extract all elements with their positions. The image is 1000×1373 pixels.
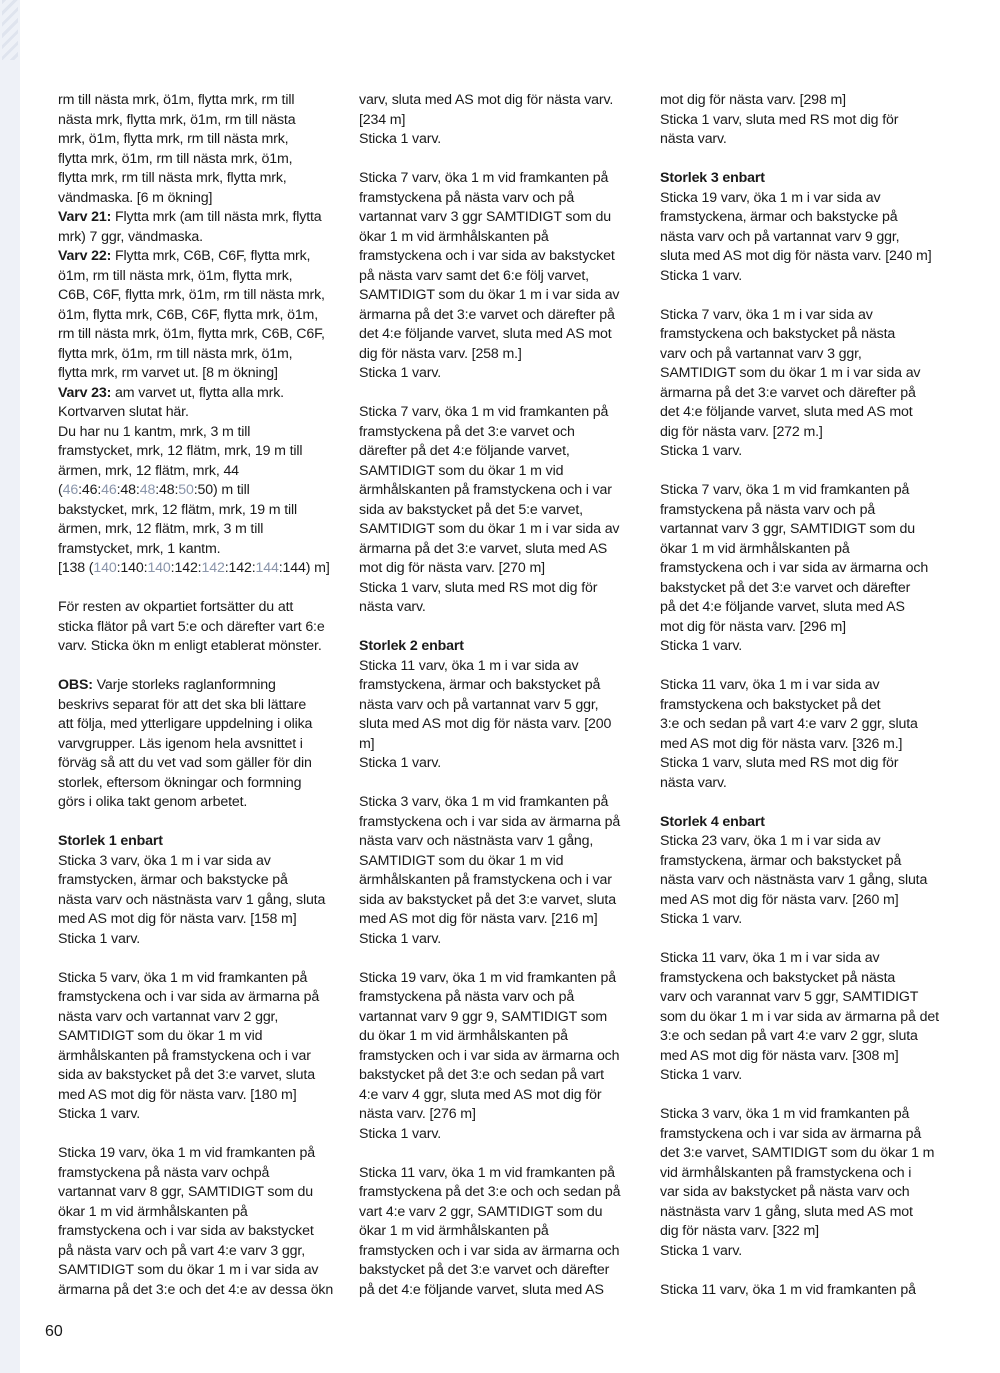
text-line: Sticka 7 varv, öka 1 m vid framkanten på (359, 404, 609, 420)
text-line: Sticka 1 varv. (58, 1106, 140, 1122)
paragraph (660, 91, 948, 150)
text-line: nästa varv. (359, 599, 426, 615)
text-line: på nästa varv och på vart 4:e varv 3 ggr, (58, 1242, 306, 1259)
decorative-knit-stripe (0, 0, 20, 1373)
row-21-line (58, 208, 346, 228)
text-line: på det 4:e följande varvet, sluta med AS (359, 1281, 604, 1298)
paragraph (660, 1105, 948, 1261)
text-line: det 4:e följande varvet, sluta med AS mot (660, 404, 913, 420)
text-line: framstyckena på nästa varv ochpå (58, 1164, 270, 1181)
text-line: rm till nästa mrk, ö1m, flytta mrk, C6B, C6F, (58, 326, 325, 342)
text-line: som du ökar 1 m i var sida av ärmarna på det (660, 1008, 939, 1025)
text-line: Sticka 11 varv, öka 1 m vid framkanten på (660, 1281, 916, 1298)
text-line: framstyckena, ärmar och bakstycke på (660, 209, 898, 225)
row-22-line (58, 247, 346, 267)
text-line: Sticka 1 varv. (359, 365, 441, 381)
text-run: :46: (78, 482, 102, 498)
text-line: SAMTIDIGT som du ökar 1 m i var sida av (58, 1262, 319, 1278)
text-line: ärmarna på det 3:e och det 4:e av dessa ökn (58, 1281, 334, 1298)
text-line: flytta mrk, ö1m, rm till nästa mrk, ö1m, (58, 150, 293, 167)
page-number: 60 (45, 1323, 63, 1340)
text-line: framstyckena på nästa varv och på (359, 189, 575, 206)
text-line: förväg så att du vet vad som gäller för din (58, 755, 312, 771)
paragraph (660, 1281, 948, 1301)
text-run: :50) m till (193, 482, 250, 498)
row-23-line (58, 384, 346, 404)
text-line: mot dig för nästa varv. [296 m] (660, 618, 846, 635)
text-run: :142: (170, 560, 202, 576)
text-line: framstyckena och i var sida av bakstycket (359, 248, 615, 264)
text-line: Sticka 1 varv. (359, 131, 441, 147)
text-line: framstycken, ärmar och bakstycke på (58, 872, 288, 888)
text-line: ökar 1 m vid ärmhålskanten på (359, 1223, 549, 1239)
text-line: ökar 1 m vid ärmhålskanten på (660, 540, 850, 557)
text-run: :142: (224, 560, 256, 576)
text-line: framstyckena, ärmar och bakstycket på (359, 677, 601, 693)
text-line: nästa varv. [276 m] (359, 1106, 476, 1122)
text-line: det 4:e följande varvet, sluta med AS mot (359, 326, 612, 342)
text-line: framstycket, mrk, 12 flätm, mrk, 19 m till (58, 443, 303, 459)
text-line: Sticka 1 varv, sluta med RS mot dig för (660, 755, 899, 771)
text-line: framstycken och i var sida av ärmarna och (359, 1047, 620, 1064)
text-line: Sticka 7 varv, öka 1 m vid framkanten på (660, 482, 910, 498)
text-line: på nästa varv samt det 6:e följ varvet, (359, 267, 589, 284)
note-line (58, 676, 346, 696)
text-line: med AS mot dig för nästa varv. [260 m] (660, 891, 899, 908)
text-line: Du har nu 1 kantm, mrk, 3 m till (58, 423, 251, 440)
text-line: framstyckena och i var sida av bakstycket (58, 1223, 314, 1239)
text-line: Sticka 11 varv, öka 1 m i var sida av (660, 950, 880, 966)
text-line: Sticka 1 varv. (58, 930, 140, 947)
text-line: nästa varv och nästnästa varv 1 gång, sluta (660, 872, 928, 888)
text-line: ärmhålskanten på framstyckena och i var (359, 872, 612, 888)
text-line: SAMTIDIGT som du ökar 1 m vid (359, 852, 564, 869)
paragraph (58, 1144, 346, 1300)
text-line: ökar 1 m vid ärmhålskanten på (359, 228, 549, 245)
row-22-label: Varv 22: (58, 248, 112, 264)
text-line: framstyckena på nästa varv och på (359, 989, 575, 1005)
text-line: SAMTIDIGT som du ökar 1 m i var sida av (359, 521, 620, 537)
text-line: Sticka 19 varv, öka 1 m i var sida av (660, 189, 881, 206)
size-value-alt: 48 (139, 482, 156, 498)
note-paragraph (58, 676, 346, 813)
text-line: Sticka 1 varv. (359, 755, 441, 771)
paragraph (660, 169, 948, 286)
paragraph (359, 1164, 644, 1301)
text-line: med AS mot dig för nästa varv. [216 m] (359, 911, 598, 927)
text-line: framstyckena och bakstycket på det (660, 696, 881, 713)
text-run: :48: (155, 482, 179, 498)
text-line: sida av bakstycket på det 3:e varvet, sluta (58, 1067, 315, 1083)
text-line: bakstycket på det 3:e varvet och därefter (359, 1262, 610, 1278)
text-line: dig för nästa varv. [322 m] (660, 1223, 819, 1239)
size-4-heading: Storlek 4 enbart (660, 813, 765, 830)
text-line: Kortvarven slutat här. (58, 404, 189, 420)
text-line: framstyckena och i var sida av ärmarna på (660, 1125, 922, 1142)
row-21-label: Varv 21: (58, 209, 112, 225)
size-sequence-line (58, 559, 346, 579)
text-line: med AS mot dig för nästa varv. [158 m] (58, 911, 297, 927)
text-line: framstyckena och bakstycket på nästa (660, 969, 896, 986)
text-line: dig för nästa varv. [272 m.] (660, 423, 823, 440)
text-line: flytta mrk, rm varvet ut. [8 m ökning] (58, 365, 278, 381)
text-line: ärmhålskanten på framstyckena och i var (58, 1047, 311, 1064)
text-line: Sticka 19 varv, öka 1 m vid framkanten på (58, 1145, 315, 1161)
text-line: 4:e varv 4 ggr, sluta med AS mot dig för (359, 1086, 602, 1103)
paragraph (660, 306, 948, 462)
text-line: framstycken och i var sida av ärmarna och (359, 1242, 620, 1259)
paragraph (58, 598, 346, 657)
text-line: Sticka 1 varv. (359, 930, 441, 947)
paragraph (660, 676, 948, 793)
text-line: med AS mot dig för nästa varv. [180 m] (58, 1086, 297, 1103)
text-line: bakstycket, mrk, 12 flätm, mrk, 19 m till (58, 501, 298, 518)
text-line: vartannat varv 9 ggr 9, SAMTIDIGT som (359, 1008, 608, 1025)
text-line: nästa varv och nästnästa varv 1 gång, sluta (58, 891, 326, 908)
text-line: ärmen, mrk, 12 flätm, mrk, 44 (58, 462, 239, 479)
text-line: Sticka 11 varv, öka 1 m i var sida av (660, 677, 880, 693)
text-line: framstycket, mrk, 1 kantm. (58, 540, 221, 557)
text-run: :144) m] (278, 560, 330, 576)
text-line: vartannat varv 3 ggr SAMTIDIGT som du (359, 209, 612, 225)
text-line: ärmarna på det 3:e varvet, sluta med AS (359, 540, 608, 557)
column-1 (58, 91, 346, 1320)
text-line: ärmarna på det 3:e varvet och därefter på (359, 306, 615, 323)
text-line: Sticka 1 varv. (660, 267, 742, 284)
paragraph (660, 949, 948, 1086)
text-line: varv. Sticka ökn m enligt etablerat mönster. (58, 638, 322, 654)
paragraph (58, 832, 346, 949)
column-3 (660, 91, 948, 1320)
text-line: 3:e och sedan på vart 4:e varv 2 ggr, sluta (660, 1028, 918, 1044)
text-line: sida av bakstycket på det 5:e varvet, (359, 501, 583, 518)
text-line: framstyckena och i var sida av ärmarna och (660, 560, 929, 576)
text-line: varvgrupper. Läs igenom hela avsnittet i (58, 735, 303, 752)
text-line: Sticka 7 varv, öka 1 m vid framkanten på (359, 170, 609, 186)
text-line: Sticka 3 varv, öka 1 m vid framkanten på (660, 1106, 910, 1122)
text-line: Sticka 23 varv, öka 1 m i var sida av (660, 833, 881, 849)
text-line: framstyckena på det 3:e varvet och (359, 423, 575, 440)
text-line: sticka flätor på vart 5:e och därefter vart 6:e (58, 618, 325, 635)
text-line: ärmhålskanten på framstyckena och i var (359, 482, 612, 498)
text-line: Sticka 1 varv. (660, 638, 742, 654)
text-line: Sticka 3 varv, öka 1 m i var sida av (58, 852, 271, 869)
text-run: :140: (116, 560, 148, 576)
text-run: :48: (116, 482, 140, 498)
paragraph (359, 91, 644, 150)
paragraph (660, 481, 948, 657)
text-line: varv och varannat varv 5 ggr, SAMTIDIGT (660, 989, 919, 1005)
text-line: på det 4:e följande varvet, sluta med AS (660, 599, 905, 615)
text-line: framstyckena på det 3:e och och sedan på (359, 1184, 621, 1200)
text-run: am varvet ut, flytta alla mrk. (111, 384, 284, 401)
text-line: nästa varv och vartannat varv 2 ggr, (58, 1008, 279, 1025)
size-value-alt: 140 (147, 560, 171, 576)
text-line: nästa varv och på vartannat varv 5 ggr, (359, 696, 599, 713)
size-value-alt: 50 (178, 482, 194, 498)
text-line: framstyckena och bakstycket på nästa (660, 326, 896, 342)
text-line: ärmen, mrk, 12 flätm, mrk, 3 m till (58, 521, 264, 537)
text-line: sluta med AS mot dig för nästa varv. [240 m] (660, 248, 932, 264)
text-line: Sticka 11 varv, öka 1 m i var sida av (359, 657, 579, 674)
text-line: SAMTIDIGT som du ökar 1 m i var sida av (660, 365, 921, 381)
text-line: Sticka 7 varv, öka 1 m i var sida av (660, 306, 873, 323)
text-line: mot dig för nästa varv. [270 m] (359, 560, 545, 576)
text-line: nästa varv. (660, 774, 727, 791)
text-line: SAMTIDIGT som du ökar 1 m i var sida av (359, 287, 620, 303)
text-line: framstyckena på nästa varv och på (660, 501, 876, 518)
text-line: Sticka 11 varv, öka 1 m vid framkanten på (359, 1164, 615, 1181)
text-line: var sida av bakstycket på nästa varv och (660, 1184, 910, 1200)
text-line: framstyckena och i var sida av ärmarna på (58, 989, 320, 1005)
text-line: C6B, C6F, flytta mrk, ö1m, rm till nästa mrk, (58, 287, 325, 303)
size-sequence-line (58, 481, 346, 501)
text-line: mrk, ö1m, flytta mrk, rm till nästa mrk, (58, 131, 289, 147)
text-line: vartannat varv 3 ggr, SAMTIDIGT som du (660, 521, 916, 537)
text-line: ö1m, rm till nästa mrk, ö1m, flytta mrk, (58, 267, 293, 284)
text-line: flytta mrk, ö1m, rm till nästa mrk, ö1m, (58, 345, 293, 362)
text-run: ( (58, 482, 63, 498)
size-value-alt: 46 (101, 482, 117, 498)
text-line: Sticka 1 varv. (660, 1242, 742, 1259)
size-2-heading: Storlek 2 enbart (359, 638, 464, 654)
text-run: [138 ( (58, 560, 94, 576)
text-line: med AS mot dig för nästa varv. [326 m.] (660, 735, 903, 752)
text-line: med AS mot dig för nästa varv. [308 m] (660, 1047, 899, 1064)
text-line: Sticka 1 varv. (660, 1067, 742, 1083)
text-line: nästa varv och nästnästa varv 1 gång, (359, 833, 594, 849)
text-line: görs i olika takt genom arbetet. (58, 794, 248, 810)
text-line: Sticka 3 varv, öka 1 m vid framkanten på (359, 794, 609, 810)
text-line: sida av bakstycket på det 3:e varvet, sluta (359, 891, 616, 908)
text-line: nästa varv och på vartannat varv 9 ggr, (660, 228, 900, 245)
text-run: Flytta mrk, C6B, C6F, flytta mrk, (111, 248, 311, 264)
size-3-heading: Storlek 3 enbart (660, 170, 765, 186)
text-line: du ökar 1 m vid ärmhålskanten på (359, 1028, 568, 1044)
text-line: därefter på det 4:e följande varvet, (359, 443, 570, 459)
text-line: bakstycket på det 3:e varvet och därefter (660, 579, 911, 596)
text-line: Sticka 1 varv. (660, 911, 742, 927)
text-line: mrk) 7 ggr, vändmaska. (58, 228, 203, 245)
text-line: vändmaska. [6 m ökning] (58, 189, 213, 206)
text-line: ärmarna på det 3:e varvet och därefter på (660, 384, 916, 401)
text-line: nästnästa varv 1 gång, sluta med AS mot (660, 1203, 913, 1220)
text-line: vid ärmhålskanten på framstyckena och i (660, 1164, 912, 1181)
text-line: framstyckena och i var sida av ärmarna på (359, 813, 621, 830)
text-line: 3:e och sedan på vart 4:e varv 2 ggr, sluta (660, 716, 918, 732)
paragraph (660, 813, 948, 930)
text-line: ö1m, flytta mrk, C6B, C6F, flytta mrk, ö1m, (58, 306, 319, 323)
text-run: Varje storleks raglanformning (92, 677, 276, 693)
text-line: att följa, med ytterligare uppdelning i olika (58, 716, 313, 732)
paragraph (58, 969, 346, 1125)
size-value-alt: 46 (62, 482, 79, 498)
size-value-alt: 142 (201, 560, 225, 576)
text-line: framstyckena, ärmar och bakstycket på (660, 852, 902, 869)
paragraph (359, 169, 644, 384)
text-line: Sticka 19 varv, öka 1 m vid framkanten på (359, 969, 616, 986)
text-line: Sticka 1 varv, sluta med RS mot dig för (660, 111, 899, 128)
size-value-alt: 140 (93, 560, 117, 576)
text-line: dig för nästa varv. [258 m.] (359, 345, 522, 362)
text-line: det 3:e varvet, SAMTIDIGT som du ökar 1 m (660, 1145, 935, 1161)
row-23-label: Varv 23: (58, 384, 112, 401)
text-line: [234 m] (359, 111, 406, 128)
text-line: beskrivs separat för att det ska bli lättare (58, 696, 307, 713)
text-line: storlek, eftersom ökningar och formning (58, 774, 302, 791)
size-value-alt: 144 (255, 560, 279, 576)
text-line: m] (359, 735, 375, 752)
text-line: mot dig för nästa varv. [298 m] (660, 92, 846, 108)
column-2 (359, 91, 644, 1320)
paragraph (359, 969, 644, 1145)
text-line: nästa varv. (660, 131, 727, 147)
text-line: varv, sluta med AS mot dig för nästa varv. (359, 92, 614, 108)
text-line: flytta mrk, rm till nästa mrk, flytta mrk, (58, 170, 287, 186)
paragraph (359, 793, 644, 949)
text-line: vart 4:e varv 2 ggr, SAMTIDIGT som du (359, 1203, 603, 1220)
text-run: Flytta mrk (am till nästa mrk, flytta (111, 209, 322, 225)
text-line: SAMTIDIGT som du ökar 1 m vid (359, 462, 564, 479)
text-line: Sticka 1 varv. (660, 443, 742, 459)
text-line: vartannat varv 8 ggr, SAMTIDIGT som du (58, 1184, 314, 1200)
text-line: För resten av okpartiet fortsätter du att (58, 599, 294, 615)
paragraph (58, 91, 346, 579)
text-line: Sticka 1 varv, sluta med RS mot dig för (359, 579, 598, 596)
note-label: OBS: (58, 677, 93, 693)
text-line: sluta med AS mot dig för nästa varv. [200 (359, 716, 612, 732)
paragraph (359, 637, 644, 774)
text-line: bakstycket på det 3:e och sedan på vart (359, 1067, 604, 1083)
text-line: nästa mrk, flytta mrk, ö1m, rm till nästa (58, 111, 296, 128)
text-line: ökar 1 m vid ärmhålskanten på (58, 1203, 248, 1220)
text-line: Sticka 5 varv, öka 1 m vid framkanten på (58, 969, 308, 986)
size-1-heading: Storlek 1 enbart (58, 833, 163, 849)
text-line: rm till nästa mrk, ö1m, flytta mrk, rm till (58, 92, 295, 108)
text-line: SAMTIDIGT som du ökar 1 m vid (58, 1028, 263, 1044)
paragraph (359, 403, 644, 618)
text-line: Sticka 1 varv. (359, 1125, 441, 1142)
text-line: varv och på vartannat varv 3 ggr, (660, 345, 862, 362)
